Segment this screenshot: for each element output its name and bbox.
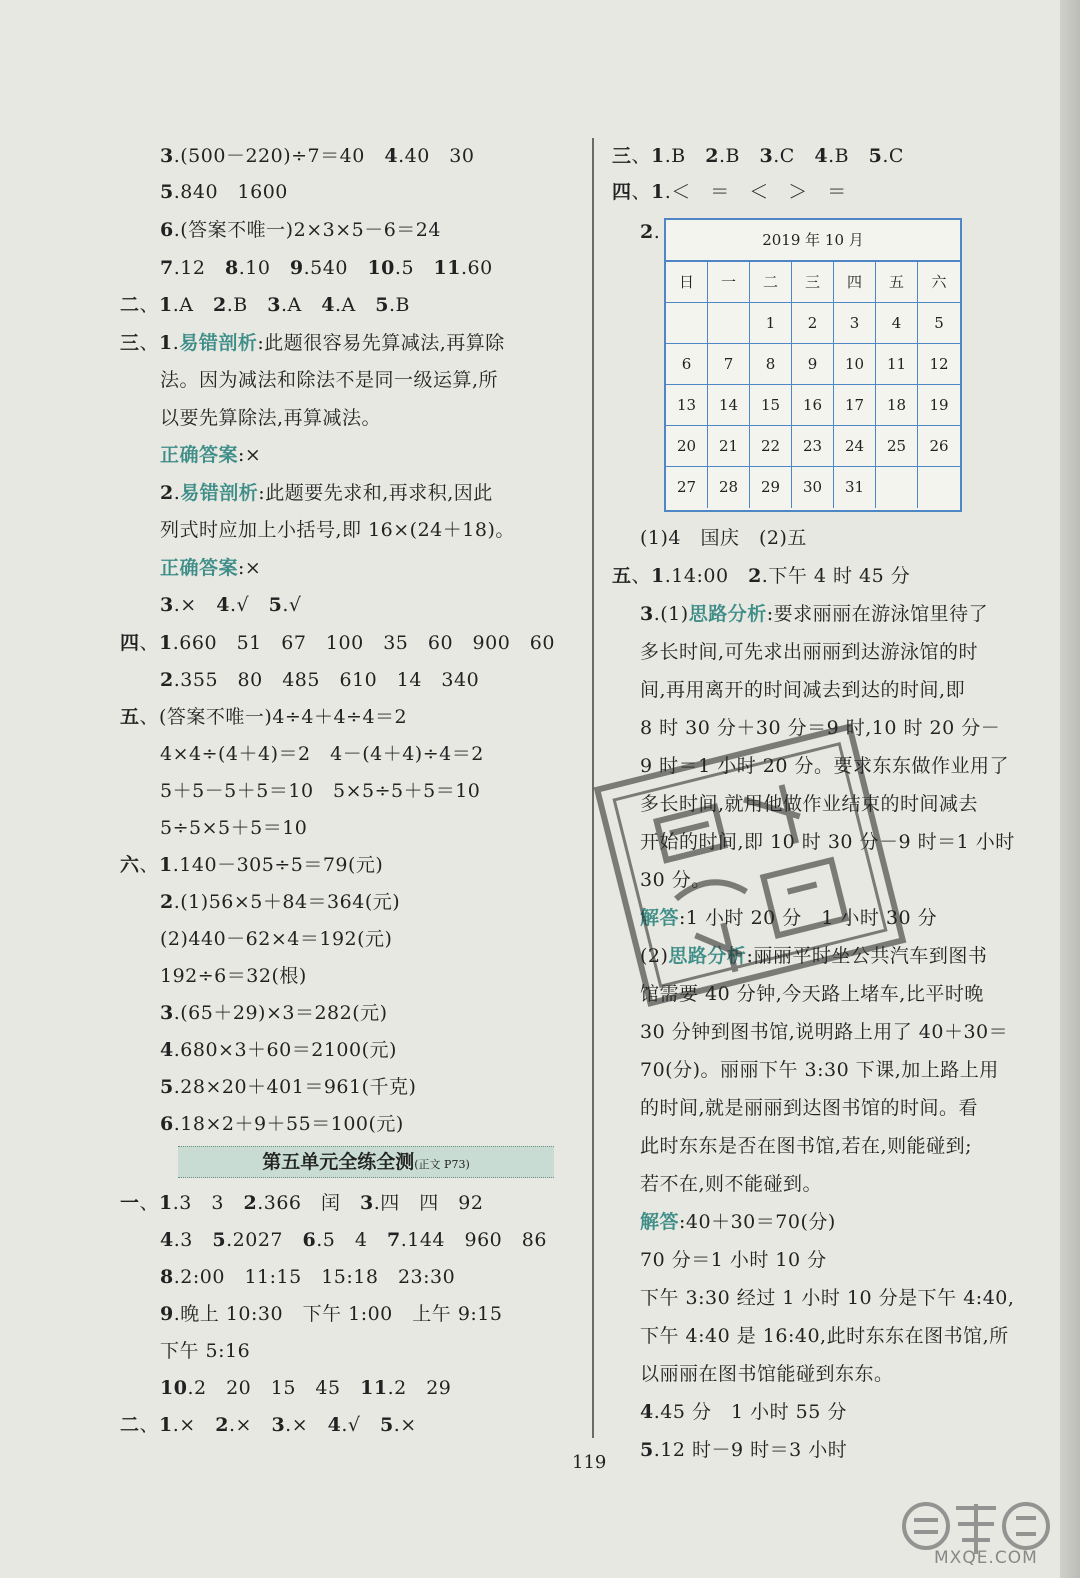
left-line: 2.355 80 485 610 14 340 bbox=[160, 669, 480, 691]
right-line: (1)4 国庆 (2)五 bbox=[640, 527, 807, 549]
right-line: 2. bbox=[640, 221, 661, 243]
left-line: 5.840 1600 bbox=[160, 181, 288, 203]
right-line: 若不在,则不能碰到。 bbox=[640, 1173, 823, 1195]
left-line: 六、1.140－305÷5＝79(元) bbox=[120, 854, 384, 876]
left-line: 法。因为减法和除法不是同一级运算,所 bbox=[160, 369, 499, 391]
calendar-day: 29 bbox=[750, 467, 792, 508]
right-line: 的时间,就是丽丽到达图书馆的时间。看 bbox=[640, 1097, 979, 1119]
left-line: 以要先算除法,再算减法。 bbox=[160, 407, 382, 429]
calendar-day: 17 bbox=[834, 385, 876, 426]
right-line: 间,再用离开的时间减去到达的时间,即 bbox=[640, 679, 966, 701]
left-line: 四、1.660 51 67 100 35 60 900 60 bbox=[120, 632, 555, 654]
calendar-day: 30 bbox=[792, 467, 834, 508]
left-line: 4×4÷(4＋4)＝2 4－(4＋4)÷4＝2 bbox=[160, 743, 484, 765]
left-line: 2.(1)56×5＋84＝364(元) bbox=[160, 891, 401, 913]
calendar-weekday: 一 bbox=[708, 262, 750, 303]
right-line: 多长时间,可先求出丽丽到达游泳馆的时 bbox=[640, 641, 979, 663]
left-line: 下午 5:16 bbox=[160, 1340, 251, 1362]
calendar-day: 31 bbox=[834, 467, 876, 508]
right-line: 9 时＝1 小时 20 分。要求东东做作业用了 bbox=[640, 755, 1010, 777]
section-banner-title: 第五单元全练全测 bbox=[262, 1151, 415, 1173]
calendar-day: 6 bbox=[666, 344, 708, 385]
page-number: 119 bbox=[572, 1452, 607, 1473]
left-line: 6.(答案不唯一)2×3×5－6＝24 bbox=[160, 219, 441, 241]
left-line: 三、1.易错剖析:此题很容易先算减法,再算除 bbox=[120, 332, 505, 354]
calendar-day: 20 bbox=[666, 426, 708, 467]
right-line: 30 分钟到图书馆,说明路上用了 40＋30＝ bbox=[640, 1021, 1009, 1043]
calendar-day bbox=[708, 303, 750, 344]
calendar-day: 26 bbox=[918, 426, 960, 467]
calendar-day: 15 bbox=[750, 385, 792, 426]
calendar-weekday: 日 bbox=[666, 262, 708, 303]
calendar-table bbox=[664, 218, 962, 512]
left-line: 二、1.A 2.B 3.A 4.A 5.B bbox=[120, 294, 411, 316]
calendar-weekday: 三 bbox=[792, 262, 834, 303]
calendar-day: 9 bbox=[792, 344, 834, 385]
calendar-day: 14 bbox=[708, 385, 750, 426]
right-line: 四、1.＜ ＝ ＜ ＞ ＝ bbox=[612, 181, 847, 203]
right-line: 开始的时间,即 10 时 30 分－9 时＝1 小时 bbox=[640, 831, 1015, 853]
calendar-day bbox=[666, 303, 708, 344]
left-line: (2)440－62×4＝192(元) bbox=[160, 928, 393, 950]
calendar-weekday: 六 bbox=[918, 262, 960, 303]
calendar-day: 22 bbox=[750, 426, 792, 467]
right-line: 此时东东是否在图书馆,若在,则能碰到; bbox=[640, 1135, 972, 1157]
right-line: 30 分。 bbox=[640, 869, 711, 891]
left-line: 4.680×3＋60＝2100(元) bbox=[160, 1039, 397, 1061]
right-line: 馆需要 40 分钟,今天路上堵车,比平时晚 bbox=[640, 983, 984, 1005]
calendar-day: 5 bbox=[918, 303, 960, 344]
calendar-day: 23 bbox=[792, 426, 834, 467]
right-line: 4.45 分 1 小时 55 分 bbox=[640, 1401, 847, 1423]
stamp-seal bbox=[560, 720, 940, 1010]
calendar-day: 21 bbox=[708, 426, 750, 467]
right-line: 解答:40＋30＝70(分) bbox=[640, 1211, 836, 1233]
left-line: 3.× 4.√ 5.√ bbox=[160, 594, 302, 616]
calendar-day: 16 bbox=[792, 385, 834, 426]
calendar-day bbox=[918, 467, 960, 508]
left-line: 列式时应加上小括号,即 16×(24＋18)。 bbox=[160, 519, 515, 541]
left-line: 二、1.× 2.× 3.× 4.√ 5.× bbox=[120, 1414, 417, 1436]
left-line: 6.18×2＋9＋55＝100(元) bbox=[160, 1113, 404, 1135]
calendar-title: 2019 年 10 月 bbox=[666, 220, 960, 262]
right-line: (2)思路分析:丽丽平时坐公共汽车到图书 bbox=[640, 945, 988, 967]
left-line: 5＋5－5＋5＝10 5×5÷5＋5＝10 bbox=[160, 780, 481, 802]
calendar-weekday: 二 bbox=[750, 262, 792, 303]
calendar-day: 3 bbox=[834, 303, 876, 344]
left-line: 正确答案:× bbox=[160, 557, 262, 579]
calendar-weekday: 五 bbox=[876, 262, 918, 303]
right-line: 70(分)。丽丽下午 3:30 下课,加上路上用 bbox=[640, 1059, 999, 1081]
calendar-day: 13 bbox=[666, 385, 708, 426]
right-line: 下午 4:40 是 16:40,此时东东在图书馆,所 bbox=[640, 1325, 1009, 1347]
calendar-day: 2 bbox=[792, 303, 834, 344]
right-line: 三、1.B 2.B 3.C 4.B 5.C bbox=[612, 145, 904, 167]
calendar-day: 8 bbox=[750, 344, 792, 385]
left-line: 9.晚上 10:30 下午 1:00 上午 9:15 bbox=[160, 1303, 503, 1325]
right-line: 8 时 30 分＋30 分＝9 时,10 时 20 分－ bbox=[640, 717, 1001, 739]
right-line: 下午 3:30 经过 1 小时 10 分是下午 4:40, bbox=[640, 1287, 1015, 1309]
right-line: 五、1.14:00 2.下午 4 时 45 分 bbox=[612, 565, 911, 587]
left-line: 4.3 5.2027 6.5 4 7.144 960 86 bbox=[160, 1229, 547, 1251]
left-line: 10.2 20 15 45 11.2 29 bbox=[160, 1377, 452, 1399]
left-line: 7.12 8.10 9.540 10.5 11.60 bbox=[160, 257, 493, 279]
left-line: 192÷6＝32(根) bbox=[160, 965, 307, 987]
right-line: 5.12 时－9 时＝3 小时 bbox=[640, 1439, 848, 1461]
left-line: 五、(答案不唯一)4÷4＋4÷4＝2 bbox=[120, 706, 408, 728]
section-banner-ref: (正文 P73) bbox=[414, 1158, 470, 1171]
right-line: 3.(1)思路分析:要求丽丽在游泳馆里待了 bbox=[640, 603, 989, 625]
calendar-day: 7 bbox=[708, 344, 750, 385]
calendar-day: 18 bbox=[876, 385, 918, 426]
calendar-day: 1 bbox=[750, 303, 792, 344]
calendar-day: 11 bbox=[876, 344, 918, 385]
right-line: 70 分＝1 小时 10 分 bbox=[640, 1249, 827, 1271]
watermark-text: MXQE.COM bbox=[934, 1548, 1038, 1568]
left-line: 3.(65＋29)×3＝282(元) bbox=[160, 1002, 388, 1024]
calendar-day: 4 bbox=[876, 303, 918, 344]
section-banner bbox=[178, 1146, 554, 1178]
right-line: 以丽丽在图书馆能碰到东东。 bbox=[640, 1363, 894, 1385]
right-line: 解答:1 小时 20 分 1 小时 30 分 bbox=[640, 907, 938, 929]
left-line: 8.2:00 11:15 15:18 23:30 bbox=[160, 1266, 456, 1288]
left-line: 2.易错剖析:此题要先求和,再求积,因此 bbox=[160, 482, 493, 504]
calendar-day bbox=[876, 467, 918, 508]
left-line: 5÷5×5＋5＝10 bbox=[160, 817, 308, 839]
calendar-grid bbox=[666, 262, 960, 508]
calendar-day: 24 bbox=[834, 426, 876, 467]
page-edge-shadow bbox=[1060, 0, 1080, 1578]
left-line: 正确答案:× bbox=[160, 444, 262, 466]
left-line: 一、1.3 3 2.366 闰 3.四 四 92 bbox=[120, 1192, 484, 1214]
calendar-weekday: 四 bbox=[834, 262, 876, 303]
calendar-day: 25 bbox=[876, 426, 918, 467]
calendar-day: 19 bbox=[918, 385, 960, 426]
calendar-day: 27 bbox=[666, 467, 708, 508]
right-line: 多长时间,就用他做作业结束的时间减去 bbox=[640, 793, 979, 815]
calendar-day: 28 bbox=[708, 467, 750, 508]
calendar-day: 12 bbox=[918, 344, 960, 385]
left-line: 3.(500－220)÷7＝40 4.40 30 bbox=[160, 145, 475, 167]
calendar-day: 10 bbox=[834, 344, 876, 385]
left-line: 5.28×20＋401＝961(千克) bbox=[160, 1076, 417, 1098]
